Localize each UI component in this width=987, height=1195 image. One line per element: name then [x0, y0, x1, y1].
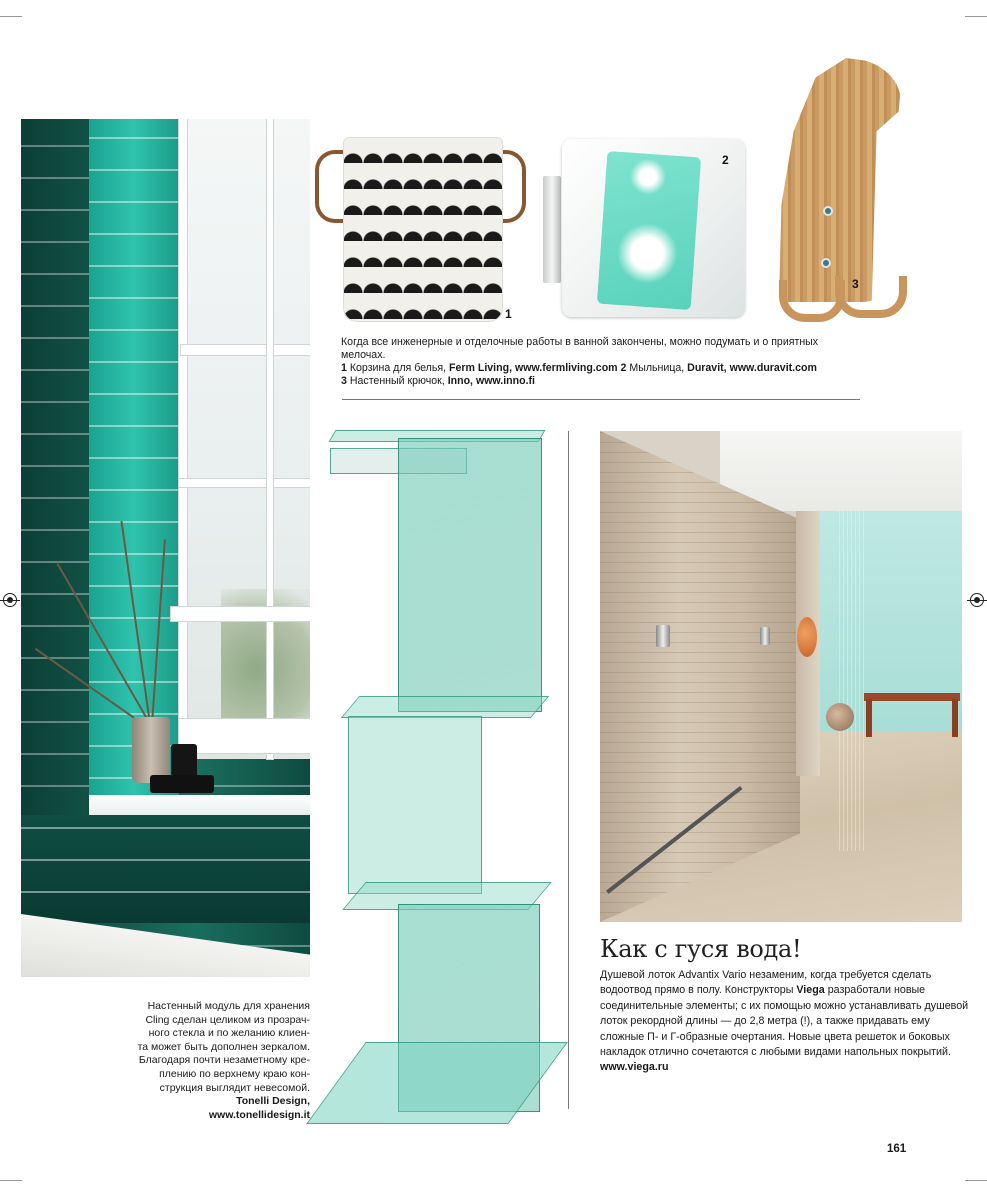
- light-teal-tile-wall: [89, 119, 179, 809]
- laundry-basket-image: [343, 137, 503, 322]
- item-number: 1: [341, 362, 347, 374]
- vase: [132, 717, 170, 783]
- products-caption: [341, 336, 861, 388]
- product-number: 2: [722, 153, 729, 167]
- wall-hook-image: [779, 58, 901, 322]
- vertical-divider: [568, 431, 569, 1109]
- soap-dish-mount: [543, 176, 561, 283]
- ceiling: [720, 431, 962, 511]
- black-cup: [171, 744, 197, 778]
- item-url: www.duravit.com: [729, 362, 817, 374]
- decor-ball: [826, 703, 854, 731]
- hook-board: [779, 58, 901, 302]
- article-body: [600, 968, 970, 1076]
- item-text: Корзина для белья,: [349, 362, 447, 374]
- article-url: www.viega.ru: [600, 1061, 669, 1074]
- window-frame: [181, 345, 310, 355]
- glass-shelf: [341, 696, 549, 718]
- caption-brand: Tonelli Design,: [236, 1095, 310, 1108]
- crop-mark: [965, 1180, 987, 1181]
- crop-mark: [965, 16, 987, 17]
- product-number: 3: [852, 277, 859, 291]
- item-number: 3: [341, 375, 347, 387]
- item-brand: Ferm Living,: [449, 362, 513, 374]
- soap-bar: [597, 151, 701, 310]
- screw: [823, 260, 829, 266]
- caption-url: www.tonellidesign.it: [208, 1108, 310, 1121]
- window-frame: [171, 607, 310, 621]
- caption-line: Настенный модуль для хранения: [147, 1000, 310, 1012]
- caption-line: струкция выглядит невесомой.: [159, 1081, 310, 1094]
- shelf-caption: [130, 1000, 310, 1122]
- item-url: www.inno.fi: [475, 375, 535, 387]
- caption-line: Благодаря почти незаметному кре-: [138, 1054, 310, 1067]
- glass-shelf-image: [330, 426, 542, 1142]
- caption-line: Cling сделан целиком из прозрач-: [145, 1013, 310, 1026]
- item-brand: Inno,: [447, 375, 473, 387]
- caption-line: та может быть дополнен зеркалом.: [137, 1040, 310, 1053]
- article-text: Душевой лоток Advantix Vario незаменим, когда требуется сделать водоотвод прямо в полу. Конструкторы: [600, 969, 932, 997]
- screw: [825, 208, 831, 214]
- glass-panel-middle: [348, 716, 482, 894]
- item-brand: Duravit,: [687, 362, 727, 374]
- item-text: Настенный крючок,: [349, 375, 445, 387]
- wooden-bench: [864, 693, 960, 701]
- article-text: разработали новые соединительные элементы; с их помощью можно устанавливать душевой лоток рекордной длины — до 2,8 метра (!), а также придавать ему сложные П- и Г-образные очертания. Новые цвета решеток и боковых накладок отлично сочетаются с любыми видами напольных покрытий.: [600, 984, 969, 1059]
- glass-panel-back: [398, 438, 542, 712]
- shower-water: [836, 511, 866, 851]
- basket-handle: [500, 150, 526, 223]
- product-number: 1: [505, 307, 512, 321]
- article-headline: Как с гуся вода!: [600, 935, 802, 963]
- bench-leg: [866, 699, 872, 737]
- window-frame: [179, 479, 310, 487]
- shower-valve: [656, 625, 670, 647]
- page-number: 161: [887, 1143, 907, 1155]
- item-url: www.fermliving.com: [514, 362, 618, 374]
- crop-mark: [0, 16, 22, 17]
- hook-arm: [835, 276, 907, 318]
- registration-mark: [970, 593, 984, 607]
- black-tray: [150, 775, 214, 793]
- aqua-wall: [805, 511, 962, 741]
- orange-vase: [797, 617, 817, 657]
- window-frame: [179, 719, 310, 753]
- shower-valve: [760, 627, 770, 645]
- window-frame: [267, 119, 273, 759]
- horizontal-divider: [342, 399, 860, 400]
- caption-intro: Когда все инженерные и отделочные работы в ванной закончены, можно подумать и о приятных мелочах.: [341, 336, 819, 361]
- shower-photo: [600, 431, 962, 922]
- article-brand: Viega: [796, 984, 825, 997]
- window-sill: [89, 795, 310, 815]
- crop-mark: [0, 1180, 22, 1181]
- bench-leg: [952, 699, 958, 737]
- item-text: Мыльница,: [629, 362, 685, 374]
- caption-line: ного стекла и по желанию клиен-: [148, 1027, 310, 1040]
- registration-mark: [3, 593, 17, 607]
- bathroom-photo: [21, 119, 310, 977]
- lower-tile-wall: [21, 815, 310, 923]
- item-number: 2: [620, 362, 627, 374]
- window-frame: [179, 119, 187, 759]
- caption-line: плению по верхнему краю кон-: [159, 1067, 310, 1080]
